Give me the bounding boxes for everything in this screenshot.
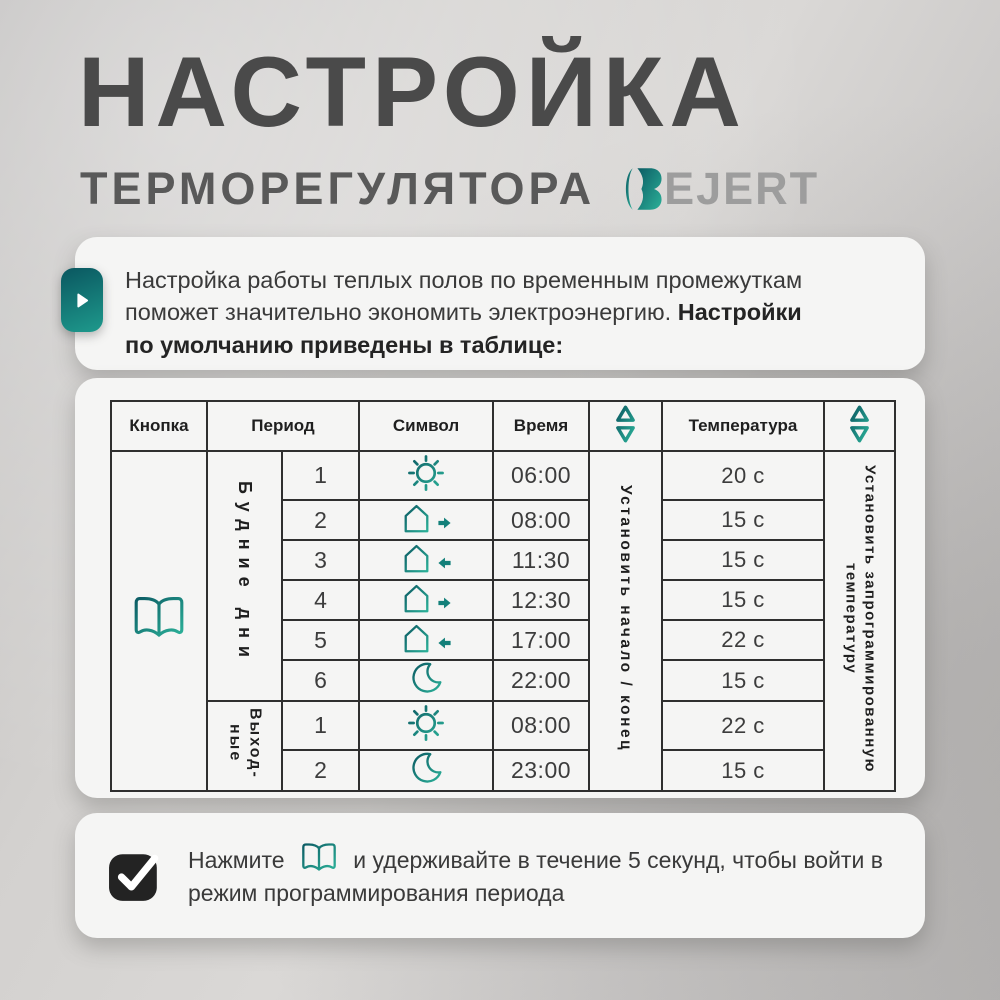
period-number: 3 bbox=[282, 540, 359, 580]
weekend-label-cell bbox=[207, 701, 282, 791]
weekday-label-cell bbox=[207, 451, 282, 701]
sun-icon bbox=[405, 452, 447, 494]
temperature-cell: 22 с bbox=[662, 701, 824, 750]
intro-text-bold: Настройки по умолчанию приведены в таблице: bbox=[125, 299, 802, 358]
col-header-period: Период bbox=[207, 401, 359, 451]
time-cell: 08:00 bbox=[493, 500, 589, 540]
note-text-before: Нажмите bbox=[188, 847, 285, 874]
table-header-row bbox=[111, 401, 895, 451]
schedule-card bbox=[75, 378, 925, 798]
time-cell: 06:00 bbox=[493, 451, 589, 500]
period-number: 1 bbox=[282, 701, 359, 750]
period-number: 4 bbox=[282, 580, 359, 620]
set-temp-label-line1: Установить запрограммированную bbox=[861, 464, 879, 773]
weekday-label: Будние дни bbox=[234, 481, 255, 666]
temperature-cell: 15 с bbox=[662, 750, 824, 791]
time-cell: 11:30 bbox=[493, 540, 589, 580]
note-card bbox=[75, 813, 925, 938]
time-cell: 17:00 bbox=[493, 620, 589, 660]
subtitle-row bbox=[80, 163, 819, 215]
play-icon bbox=[76, 293, 89, 308]
col-header-symbol: Символ bbox=[359, 401, 493, 451]
home-leave-icon bbox=[400, 502, 452, 533]
intro-card bbox=[75, 237, 925, 370]
open-book-icon bbox=[299, 842, 339, 875]
col-header-button: Кнопка bbox=[111, 401, 207, 451]
brand-logo-text: EJERT bbox=[664, 163, 820, 214]
arrow-left-icon bbox=[437, 635, 452, 651]
note-text bbox=[188, 842, 885, 908]
temperature-cell: 15 с bbox=[662, 580, 824, 620]
col-header-time: Время bbox=[493, 401, 589, 451]
table-row bbox=[111, 701, 895, 750]
period-number: 6 bbox=[282, 660, 359, 701]
table-row bbox=[111, 451, 895, 500]
start-end-cell bbox=[589, 451, 662, 791]
symbol-cell bbox=[359, 451, 493, 500]
symbol-cell bbox=[359, 660, 493, 701]
arrow-right-icon bbox=[437, 595, 452, 611]
time-cell: 23:00 bbox=[493, 750, 589, 791]
set-temp-label bbox=[841, 465, 879, 773]
up-down-arrows-icon bbox=[613, 403, 638, 445]
arrow-left-icon bbox=[437, 555, 452, 571]
time-cell: 08:00 bbox=[493, 701, 589, 750]
temperature-cell: 15 с bbox=[662, 500, 824, 540]
temperature-cell: 22 с bbox=[662, 620, 824, 660]
temperature-cell: 15 с bbox=[662, 660, 824, 701]
temperature-cell: 15 с bbox=[662, 540, 824, 580]
weekend-label-line1: Выход- bbox=[246, 708, 264, 779]
schedule-table bbox=[110, 400, 896, 792]
house-icon bbox=[400, 542, 433, 573]
symbol-cell bbox=[359, 750, 493, 791]
period-number: 5 bbox=[282, 620, 359, 660]
col-header-temperature: Температура bbox=[662, 401, 824, 451]
house-icon bbox=[400, 502, 433, 533]
page-subtitle: ТЕРМОРЕГУЛЯТОРА bbox=[80, 163, 596, 214]
set-temp-cell bbox=[824, 451, 895, 791]
play-tab bbox=[61, 268, 103, 332]
checkbox-icon bbox=[108, 849, 162, 903]
home-return-icon bbox=[400, 622, 452, 653]
open-book-icon bbox=[130, 595, 188, 643]
brand-logo bbox=[621, 163, 819, 215]
bejert-b-icon bbox=[621, 166, 663, 212]
time-cell: 12:30 bbox=[493, 580, 589, 620]
period-number: 2 bbox=[282, 750, 359, 791]
symbol-cell bbox=[359, 620, 493, 660]
up-down-arrows-icon bbox=[847, 403, 872, 445]
symbol-cell bbox=[359, 540, 493, 580]
weekend-label bbox=[225, 708, 265, 779]
start-end-label: Установить начало / конец bbox=[617, 484, 635, 753]
sun-icon bbox=[405, 702, 447, 744]
symbol-cell bbox=[359, 500, 493, 540]
intro-text bbox=[75, 237, 855, 361]
col-header-set-temp bbox=[824, 401, 895, 451]
temperature-cell: 20 с bbox=[662, 451, 824, 500]
period-number: 1 bbox=[282, 451, 359, 500]
set-temp-label-line2: температуру bbox=[842, 562, 860, 675]
home-return-icon bbox=[400, 542, 452, 573]
note-text-after: и удерживайте в течение 5 секунд, чтобы войти в режим программирования периода bbox=[188, 847, 883, 906]
moon-icon bbox=[409, 661, 443, 695]
symbol-cell bbox=[359, 580, 493, 620]
intro-text-normal: Настройка работы теплых полов по временным промежуткам поможет значительно экономить электроэнергию. bbox=[125, 267, 803, 326]
time-cell: 22:00 bbox=[493, 660, 589, 701]
period-number: 2 bbox=[282, 500, 359, 540]
button-cell bbox=[111, 451, 207, 791]
house-icon bbox=[400, 582, 433, 613]
page-title: НАСТРОЙКА bbox=[78, 36, 747, 147]
weekend-label-line2: ные bbox=[226, 724, 244, 763]
schedule-table-wrap bbox=[110, 400, 890, 783]
moon-icon bbox=[409, 751, 443, 785]
arrow-right-icon bbox=[437, 515, 452, 531]
symbol-cell bbox=[359, 701, 493, 750]
home-leave-icon bbox=[400, 582, 452, 613]
house-icon bbox=[400, 622, 433, 653]
col-header-start-end bbox=[589, 401, 662, 451]
